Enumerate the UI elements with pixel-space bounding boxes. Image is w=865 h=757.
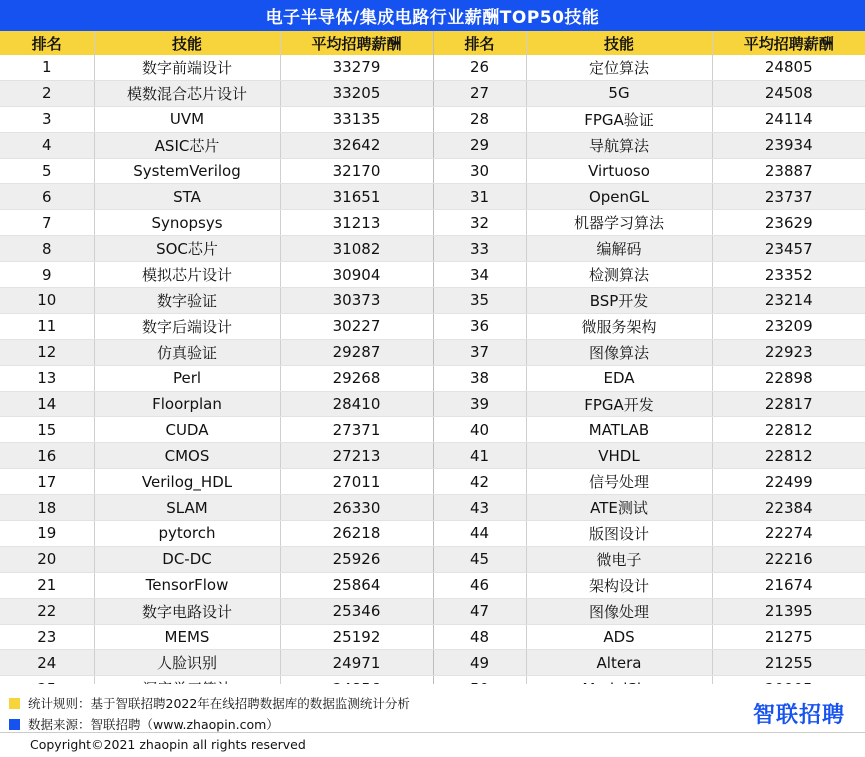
skill-cell-right: MATLAB xyxy=(526,417,712,443)
salary-cell-right: 21255 xyxy=(712,650,865,676)
salary-cell-right: 24114 xyxy=(712,106,865,132)
rank-cell-left: 5 xyxy=(0,158,94,184)
table-row xyxy=(0,391,865,417)
table-row xyxy=(0,365,865,391)
skill-cell-left: SystemVerilog xyxy=(94,158,280,184)
salary-cell-right: 24805 xyxy=(712,55,865,80)
skill-cell-right: 5G xyxy=(526,80,712,106)
header-salary-right: 平均招聘薪酬 xyxy=(712,31,865,55)
table-row xyxy=(0,624,865,650)
salary-cell-left: 27213 xyxy=(280,443,433,469)
skill-cell-right: EDA xyxy=(526,365,712,391)
salary-cell-left: 28410 xyxy=(280,391,433,417)
rank-cell-right: 43 xyxy=(433,495,526,521)
salary-cell-left: 31651 xyxy=(280,184,433,210)
skill-cell-right: BSP开发 xyxy=(526,288,712,314)
skill-cell-left: ASIC芯片 xyxy=(94,132,280,158)
skill-cell-right: 定位算法 xyxy=(526,55,712,80)
salary-cell-left: 31213 xyxy=(280,210,433,236)
salary-cell-left: 33279 xyxy=(280,55,433,80)
rank-cell-left: 4 xyxy=(0,132,94,158)
table-row xyxy=(0,339,865,365)
table-row xyxy=(0,262,865,288)
table-row xyxy=(0,158,865,184)
rank-cell-left: 12 xyxy=(0,339,94,365)
skill-cell-right: 版图设计 xyxy=(526,521,712,547)
salary-cell-left: 33135 xyxy=(280,106,433,132)
skill-cell-right: 机器学习算法 xyxy=(526,210,712,236)
copyright-text: Copyright©2021 zhaopin all rights reserved xyxy=(30,737,306,752)
salary-cell-right: 23457 xyxy=(712,236,865,262)
salary-cell-right: 22499 xyxy=(712,469,865,495)
rank-cell-left: 19 xyxy=(0,521,94,547)
skill-cell-left: CMOS xyxy=(94,443,280,469)
skill-cell-left: 数字电路设计 xyxy=(94,598,280,624)
rank-cell-left: 15 xyxy=(0,417,94,443)
skill-cell-left: STA xyxy=(94,184,280,210)
salary-cell-left: 30227 xyxy=(280,313,433,339)
skill-cell-left: SLAM xyxy=(94,495,280,521)
skill-cell-left: Verilog_HDL xyxy=(94,469,280,495)
rank-cell-right: 30 xyxy=(433,158,526,184)
rule-note-text: 统计规则：基于智联招聘2022年在线招聘数据库的数据监测统计分析 xyxy=(28,696,410,711)
salary-cell-right: 21275 xyxy=(712,624,865,650)
rank-cell-left: 14 xyxy=(0,391,94,417)
skill-cell-left: 数字前端设计 xyxy=(94,55,280,80)
salary-cell-right: 21395 xyxy=(712,598,865,624)
rank-cell-right: 32 xyxy=(433,210,526,236)
rank-cell-left: 11 xyxy=(0,313,94,339)
rank-cell-right: 46 xyxy=(433,572,526,598)
salary-cell-right: 21674 xyxy=(712,572,865,598)
salary-cell-left: 30373 xyxy=(280,288,433,314)
salary-cell-right: 22812 xyxy=(712,417,865,443)
salary-cell-left: 25864 xyxy=(280,572,433,598)
table-row xyxy=(0,132,865,158)
rank-cell-right: 49 xyxy=(433,650,526,676)
salary-cell-left: 29287 xyxy=(280,339,433,365)
rank-cell-left: 1 xyxy=(0,55,94,80)
rank-cell-left: 9 xyxy=(0,262,94,288)
rank-cell-left: 3 xyxy=(0,106,94,132)
salary-cell-left: 30904 xyxy=(280,262,433,288)
table-row xyxy=(0,55,865,80)
footer-divider xyxy=(0,732,865,733)
rank-cell-left: 8 xyxy=(0,236,94,262)
salary-cell-right: 22384 xyxy=(712,495,865,521)
yellow-square-icon xyxy=(9,698,20,709)
rank-cell-left: 23 xyxy=(0,624,94,650)
table-row xyxy=(0,236,865,262)
footer xyxy=(0,684,865,757)
salary-cell-right: 23934 xyxy=(712,132,865,158)
salary-cell-left: 32642 xyxy=(280,132,433,158)
skill-cell-right: 检测算法 xyxy=(526,262,712,288)
skill-cell-left: TensorFlow xyxy=(94,572,280,598)
table-row xyxy=(0,288,865,314)
skill-cell-left: 人脸识别 xyxy=(94,650,280,676)
skill-cell-left: pytorch xyxy=(94,521,280,547)
rank-cell-left: 24 xyxy=(0,650,94,676)
skill-cell-left: Floorplan xyxy=(94,391,280,417)
salary-cell-right: 23209 xyxy=(712,313,865,339)
rank-cell-right: 37 xyxy=(433,339,526,365)
skill-cell-right: 微电子 xyxy=(526,546,712,572)
header-skill-left: 技能 xyxy=(94,31,280,55)
skill-cell-left: Synopsys xyxy=(94,210,280,236)
table-row xyxy=(0,210,865,236)
skill-cell-right: Virtuoso xyxy=(526,158,712,184)
skill-cell-left: CUDA xyxy=(94,417,280,443)
salary-cell-left: 25192 xyxy=(280,624,433,650)
skill-cell-right: 信号处理 xyxy=(526,469,712,495)
skill-cell-left: 模拟芯片设计 xyxy=(94,262,280,288)
salary-cell-right: 22898 xyxy=(712,365,865,391)
header-skill-right: 技能 xyxy=(526,31,712,55)
rank-cell-right: 33 xyxy=(433,236,526,262)
table-row xyxy=(0,184,865,210)
rank-cell-right: 27 xyxy=(433,80,526,106)
salary-cell-right: 23737 xyxy=(712,184,865,210)
salary-cell-right: 23629 xyxy=(712,210,865,236)
skill-cell-right: 图像算法 xyxy=(526,339,712,365)
table-row xyxy=(0,313,865,339)
source-note-text: 数据来源：智联招聘（www.zhaopin.com） xyxy=(28,717,279,732)
header-rank-left: 排名 xyxy=(0,31,94,55)
rank-cell-left: 13 xyxy=(0,365,94,391)
salary-cell-right: 22216 xyxy=(712,546,865,572)
table-row xyxy=(0,495,865,521)
salary-cell-left: 26330 xyxy=(280,495,433,521)
skill-cell-right: FPGA验证 xyxy=(526,106,712,132)
skill-cell-right: ATE测试 xyxy=(526,495,712,521)
table-row xyxy=(0,650,865,676)
rank-cell-right: 47 xyxy=(433,598,526,624)
salary-cell-left: 25926 xyxy=(280,546,433,572)
salary-cell-left: 31082 xyxy=(280,236,433,262)
rank-cell-right: 48 xyxy=(433,624,526,650)
rank-cell-right: 45 xyxy=(433,546,526,572)
rank-cell-left: 20 xyxy=(0,546,94,572)
rule-note xyxy=(9,694,410,712)
salary-cell-right: 22274 xyxy=(712,521,865,547)
skill-cell-left: DC-DC xyxy=(94,546,280,572)
rank-cell-left: 2 xyxy=(0,80,94,106)
skill-cell-right: 架构设计 xyxy=(526,572,712,598)
rank-cell-right: 35 xyxy=(433,288,526,314)
rank-cell-right: 40 xyxy=(433,417,526,443)
skill-cell-right: 导航算法 xyxy=(526,132,712,158)
salary-cell-left: 27011 xyxy=(280,469,433,495)
salary-cell-left: 33205 xyxy=(280,80,433,106)
rank-cell-left: 6 xyxy=(0,184,94,210)
rank-cell-right: 31 xyxy=(433,184,526,210)
rank-cell-right: 44 xyxy=(433,521,526,547)
table-row xyxy=(0,598,865,624)
rank-cell-left: 7 xyxy=(0,210,94,236)
skill-cell-right: 编解码 xyxy=(526,236,712,262)
skill-cell-left: 数字后端设计 xyxy=(94,313,280,339)
table-row xyxy=(0,443,865,469)
table-row xyxy=(0,417,865,443)
salary-cell-right: 24508 xyxy=(712,80,865,106)
source-note xyxy=(9,715,279,733)
skill-cell-right: Altera xyxy=(526,650,712,676)
rank-cell-right: 41 xyxy=(433,443,526,469)
rank-cell-left: 16 xyxy=(0,443,94,469)
table-header-row xyxy=(0,31,865,55)
table-row xyxy=(0,469,865,495)
header-salary-left: 平均招聘薪酬 xyxy=(280,31,433,55)
salary-cell-right: 23352 xyxy=(712,262,865,288)
skill-cell-right: VHDL xyxy=(526,443,712,469)
rank-cell-right: 38 xyxy=(433,365,526,391)
rank-cell-left: 18 xyxy=(0,495,94,521)
salary-cell-left: 32170 xyxy=(280,158,433,184)
rank-cell-right: 29 xyxy=(433,132,526,158)
skill-cell-left: 仿真验证 xyxy=(94,339,280,365)
salary-cell-left: 25346 xyxy=(280,598,433,624)
salary-cell-right: 22817 xyxy=(712,391,865,417)
skill-cell-right: 图像处理 xyxy=(526,598,712,624)
zhaopin-logo: 智联招聘 xyxy=(752,703,845,728)
skill-cell-right: OpenGL xyxy=(526,184,712,210)
rank-cell-right: 36 xyxy=(433,313,526,339)
skill-cell-left: Perl xyxy=(94,365,280,391)
skill-cell-right: FPGA开发 xyxy=(526,391,712,417)
rank-cell-right: 28 xyxy=(433,106,526,132)
header-rank-right: 排名 xyxy=(433,31,526,55)
skill-cell-right: 微服务架构 xyxy=(526,313,712,339)
salary-cell-right: 22812 xyxy=(712,443,865,469)
blue-square-icon xyxy=(9,719,20,730)
rank-cell-right: 34 xyxy=(433,262,526,288)
table-row xyxy=(0,106,865,132)
table-row xyxy=(0,521,865,547)
skill-cell-right: ADS xyxy=(526,624,712,650)
rank-cell-left: 17 xyxy=(0,469,94,495)
skill-cell-left: SOC芯片 xyxy=(94,236,280,262)
salary-cell-right: 22923 xyxy=(712,339,865,365)
chart-title: 电子半导体/集成电路行业薪酬TOP50技能 xyxy=(0,0,865,31)
salary-cell-left: 26218 xyxy=(280,521,433,547)
rank-cell-left: 10 xyxy=(0,288,94,314)
skill-cell-left: 数字验证 xyxy=(94,288,280,314)
skill-cell-left: MEMS xyxy=(94,624,280,650)
salary-cell-left: 27371 xyxy=(280,417,433,443)
skill-cell-left: UVM xyxy=(94,106,280,132)
skill-cell-left: 模数混合芯片设计 xyxy=(94,80,280,106)
rank-cell-right: 26 xyxy=(433,55,526,80)
table-row xyxy=(0,80,865,106)
rank-cell-left: 21 xyxy=(0,572,94,598)
table-row xyxy=(0,546,865,572)
salary-cell-right: 23887 xyxy=(712,158,865,184)
rank-cell-right: 39 xyxy=(433,391,526,417)
salary-cell-left: 24971 xyxy=(280,650,433,676)
salary-cell-left: 29268 xyxy=(280,365,433,391)
rank-cell-right: 42 xyxy=(433,469,526,495)
salary-cell-right: 23214 xyxy=(712,288,865,314)
rank-cell-left: 22 xyxy=(0,598,94,624)
table-row xyxy=(0,572,865,598)
salary-ranking-table xyxy=(0,31,865,702)
